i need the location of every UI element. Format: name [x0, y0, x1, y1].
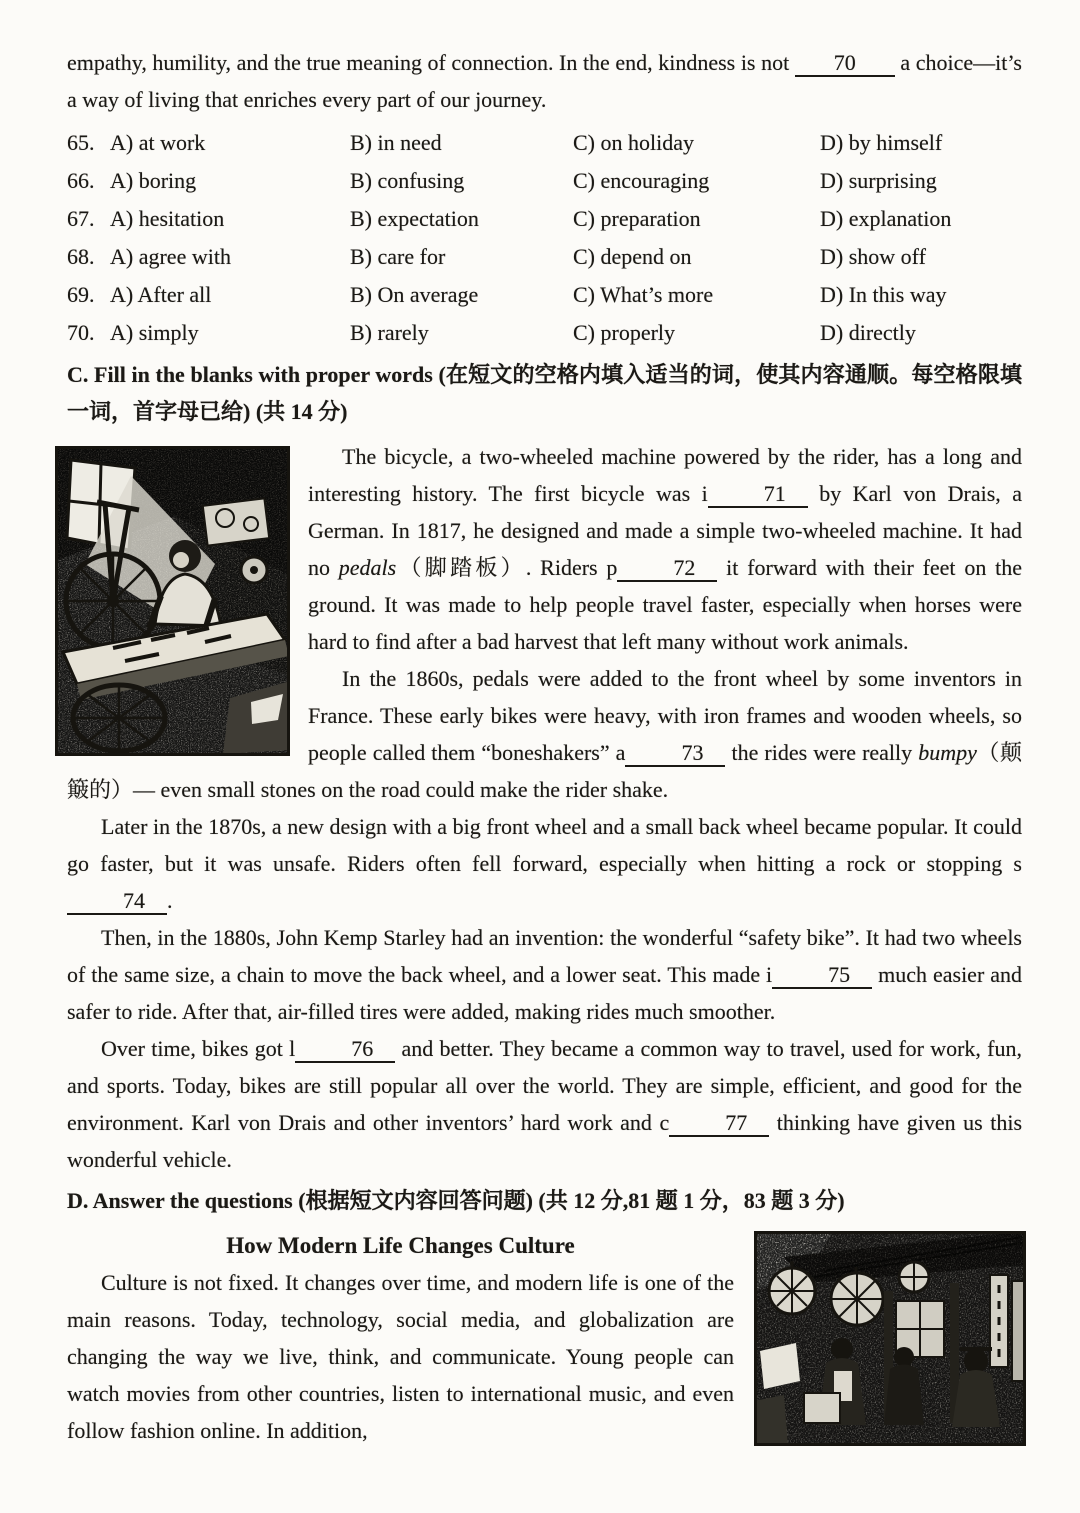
option-c: C) What’s more — [573, 282, 714, 307]
option-d: D) directly — [820, 320, 916, 345]
fill-blank-71: 71 — [708, 483, 808, 508]
cloze-paragraph-1: The bicycle, a two-wheeled machine powered by the rider, has a long and interesting history. The first bicycle was i 71 by Karl von Drais, a German. In 1817, he designed and made a simple two-wheeled machine. It had no pedals（脚踏板）. Riders p 72 it forward with their feet on the ground. It was made to help people travel faster, especially when horses were hard to find after a bad harvest that left many without work animals. — [308, 444, 1022, 654]
question-number: 69. — [67, 282, 95, 307]
option-row-66 — [67, 162, 1022, 200]
fill-blank-73: 73 — [625, 742, 725, 767]
fill-blank-77: 77 — [669, 1112, 769, 1137]
option-d: D) show off — [820, 244, 926, 269]
option-c: C) encouraging — [573, 168, 710, 193]
cloze-paragraph-4: Then, in the 1880s, John Kemp Starley had an invention: the wonderful “safety bike”. It had two wheels of the same size, a chain to move the back wheel, and a lower seat. This made i 75 much easier and safer to ride. After that, air-filled tires were added, making rides much smoother. — [67, 925, 1023, 1024]
option-d: D) In this way — [820, 282, 947, 307]
option-row-65 — [67, 124, 1022, 162]
option-b: B) expectation — [350, 206, 479, 231]
italic-term: pedals — [338, 555, 397, 580]
cloze-paragraph-2: In the 1860s, pedals were added to the front wheel by some inventors in France. These early bikes were heavy, with iron frames and wooden wheels, so people called them “boneshakers” a 73 the rides were really bumpy（颠簸的）— even small stones on the road could make the rider shake. — [67, 666, 1022, 802]
option-b: B) in need — [350, 130, 442, 155]
bicycle-workshop-illustration — [55, 446, 290, 756]
option-b: B) care for — [350, 244, 446, 269]
option-row-68 — [67, 238, 1022, 276]
cloze-paragraph-5: Over time, bikes got l 76 and better. They became a common way to travel, used for work, fun, and sports. Today, bikes are still popular all over the world. They are simple, efficient, and good for the environment. Karl von Drais and other inventors’ hard work and c 77 thinking have given us this wonderful vehicle. — [67, 1036, 1023, 1172]
italic-term: bumpy — [918, 740, 977, 765]
option-b: B) On average — [350, 282, 479, 307]
fill-blank-76: 76 — [295, 1038, 395, 1063]
options-table — [67, 124, 1022, 352]
option-a: A) at work — [110, 130, 206, 155]
culture-paragraph: Culture is not fixed. It changes over time, and modern life is one of the main reasons. Today, technology, social media, and globalization are changing the way we live, think, and communicate. Young people can watch movies from other countries, listen to international music, and even follow fashion online. In addition, — [67, 1270, 734, 1443]
option-b: B) confusing — [350, 168, 465, 193]
option-d: D) by himself — [820, 130, 943, 155]
section-d-heading: D. Answer the questions (根据短文内容回答问题) (共 12 分,81 题 1 分，83 题 3 分) — [67, 1188, 845, 1213]
option-c: C) depend on — [573, 244, 692, 269]
section-c-heading: C. Fill in the blanks with proper words (在短文的空格内填入适当的词，使其内容通顺。每空格限填一词，首字母已给) (共 14 分) — [67, 362, 1022, 424]
question-number: 66. — [67, 168, 95, 193]
option-b: B) rarely — [350, 320, 429, 345]
option-a: A) boring — [110, 168, 197, 193]
fill-blank-74: 74 — [67, 890, 167, 915]
option-a: A) After all — [110, 282, 212, 307]
option-a: A) agree with — [110, 244, 231, 269]
option-c: C) preparation — [573, 206, 701, 231]
street-scene-illustration — [754, 1231, 1026, 1446]
option-row-69 — [67, 276, 1022, 314]
option-d: D) surprising — [820, 168, 937, 193]
question-number: 70. — [67, 320, 95, 345]
question-number: 65. — [67, 130, 95, 155]
fill-blank-72: 72 — [617, 557, 717, 582]
section-d-passage — [67, 1227, 1022, 1452]
passage-title: How Modern Life Changes Culture — [226, 1233, 575, 1258]
question-number: 68. — [67, 244, 95, 269]
section-c-passage — [67, 438, 1022, 1178]
intro-paragraph: empathy, humility, and the true meaning of connection. In the end, kindness is not 70 a choice—it’s a way of living that enriches every part of our journey. — [67, 50, 1022, 112]
option-c: C) on holiday — [573, 130, 694, 155]
question-number: 67. — [67, 206, 95, 231]
fill-blank-70: 70 — [795, 52, 895, 77]
option-a: A) simply — [110, 320, 199, 345]
option-d: D) explanation — [820, 206, 952, 231]
fill-blank-75: 75 — [772, 964, 872, 989]
cloze-paragraph-3: Later in the 1870s, a new design with a big front wheel and a small back wheel became popular. It could go faster, but it was unsafe. Riders often fell forward, especially when hitting a rock or stopping s74 . — [67, 814, 1022, 913]
option-c: C) properly — [573, 320, 676, 345]
option-row-70 — [67, 314, 1022, 352]
option-row-67 — [67, 200, 1022, 238]
option-a: A) hesitation — [110, 206, 225, 231]
